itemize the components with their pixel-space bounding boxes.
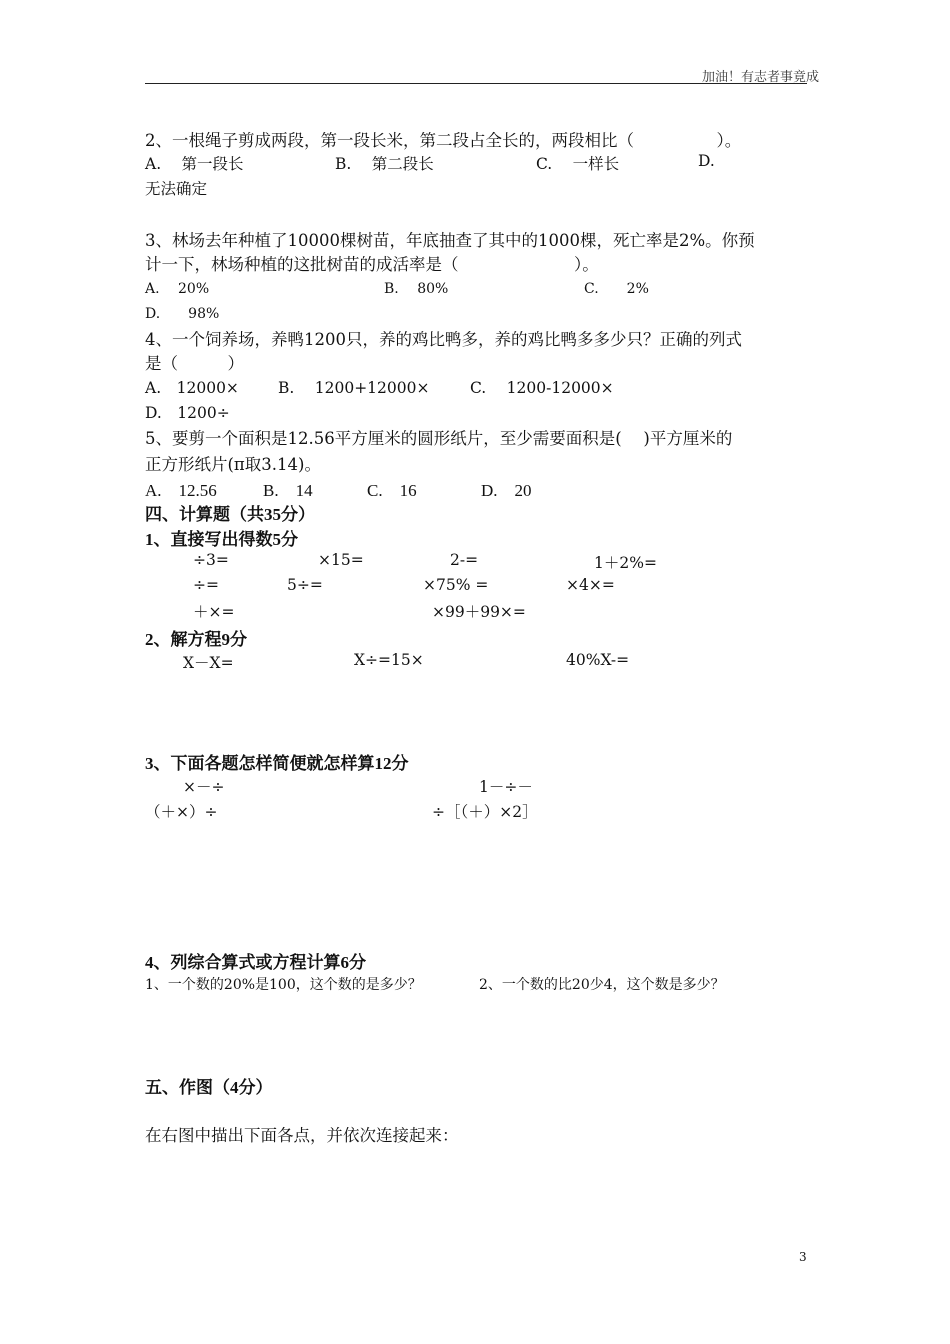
q2-option-d: D. — [698, 152, 715, 170]
q2-option-a: A. 第一段长 — [145, 155, 244, 173]
q4-option-b: B. 1200+12000× — [278, 379, 430, 397]
q5-option-d: D. 20 — [481, 481, 532, 500]
section4-title: 四、计算题（共35分） — [145, 505, 315, 524]
calc-item: ×99＋99×= — [432, 603, 526, 621]
page-number: 3 — [799, 1250, 807, 1264]
q2-option-b: B. 第二段长 — [335, 155, 434, 173]
q4-option-d: D. 1200÷ — [145, 404, 230, 422]
q5-option-a: A. 12.56 — [145, 481, 217, 500]
q5-option-b: B. 14 — [263, 481, 313, 500]
q4-stem-line1: 4、一个饲养场，养鸭1200只，养的鸡比鸭多，养的鸡比鸭多多少只？正确的列式 — [145, 330, 742, 349]
q5-option-c: C. 16 — [367, 481, 417, 500]
section4-sub4-title: 4、列综合算式或方程计算6分 — [145, 953, 366, 972]
calc-item: 5÷= — [287, 576, 323, 594]
q2-option-c: C. 一样长 — [536, 155, 620, 173]
word-problem-1: 1、一个数的20%是100，这个数的是多少？ — [145, 977, 422, 993]
section4-sub2-title: 2、解方程9分 — [145, 630, 247, 649]
section4-sub1-title: 1、直接写出得数5分 — [145, 530, 298, 549]
simplify-item: ×－÷ — [183, 778, 225, 796]
simplify-item: ÷［（＋）×2］ — [432, 803, 538, 821]
section5-title: 五、作图（4分） — [145, 1078, 273, 1097]
section4-sub3-title: 3、下面各题怎样简便就怎样算12分 — [145, 754, 409, 773]
q3-stem-line2: 计一下，林场种植的这批树苗的成活率是（ ）。 — [145, 255, 599, 274]
q4-option-c: C. 1200-12000× — [470, 379, 614, 397]
calc-item: ×15= — [318, 551, 364, 569]
section5-instruction: 在右图中描出下面各点，并依次连接起来： — [145, 1126, 459, 1145]
q3-option-d: D. 98% — [145, 306, 220, 322]
q3-option-c: C. 2% — [584, 281, 649, 297]
equation-item: 40%X-= — [566, 651, 630, 669]
calc-item: ÷3= — [193, 551, 229, 569]
q4-stem-line2: 是（ ） — [145, 354, 244, 373]
q5-stem-line1: 5、要剪一个面积是12.56平方厘米的圆形纸片，至少需要面积是( )平方厘米的 — [145, 429, 733, 448]
calc-item: ÷= — [193, 576, 219, 594]
header-motto: 加油！有志者事竟成 — [702, 70, 820, 85]
word-problem-2: 2、一个数的比20少4，这个数是多少？ — [479, 977, 725, 993]
calc-item: 2-= — [450, 551, 479, 569]
simplify-item: 1－÷－ — [479, 778, 533, 796]
header-rule — [145, 83, 807, 84]
q3-option-a: A. 20% — [145, 281, 210, 297]
equation-item: X－X= — [183, 654, 234, 672]
calc-item: ＋×= — [193, 603, 235, 621]
calc-item: ×75% = — [423, 576, 489, 594]
q5-stem-line2: 正方形纸片(π取3.14)。 — [145, 455, 321, 474]
calc-item: 1＋2%= — [594, 554, 657, 572]
equation-item: X÷=15× — [354, 651, 424, 669]
calc-item: ×4×= — [566, 576, 615, 594]
q4-option-a: A. 12000× — [145, 379, 239, 397]
q2-option-d-text: 无法确定 — [145, 180, 208, 198]
q3-stem-line1: 3、林场去年种植了10000棵树苗，年底抽查了其中的1000棵，死亡率是2%。你预 — [145, 231, 755, 250]
q2-stem: 2、一根绳子剪成两段，第一段长米，第二段占全长的，两段相比（ ）。 — [145, 131, 742, 150]
q3-option-b: B. 80% — [384, 281, 449, 297]
simplify-item: （＋×）÷ — [145, 803, 218, 821]
